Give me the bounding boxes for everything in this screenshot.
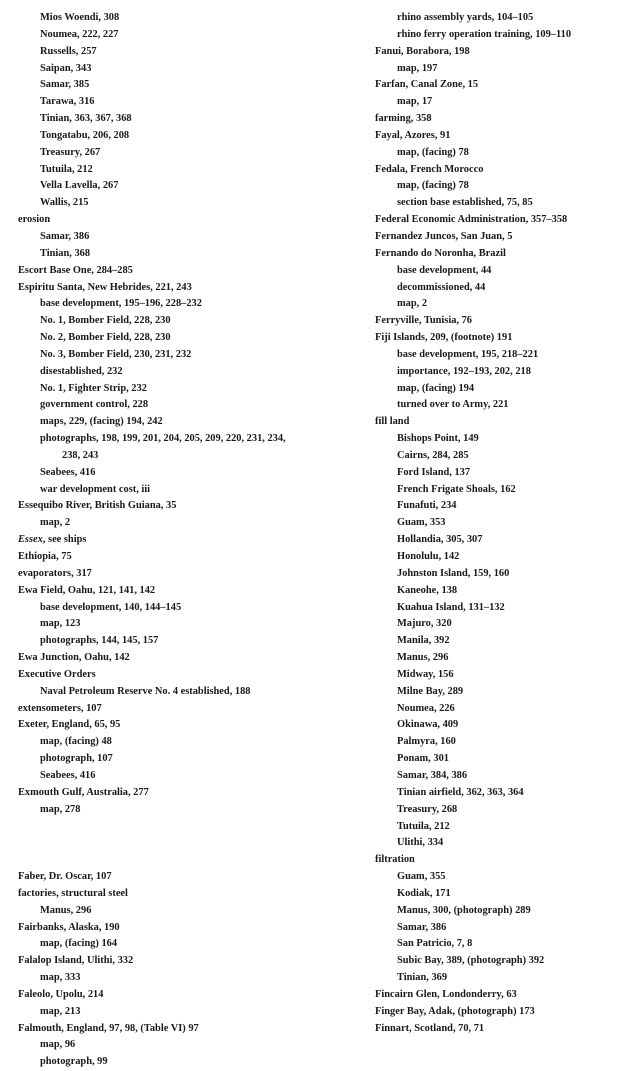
italic-ship-name: Essex	[18, 534, 43, 546]
blank-line	[18, 852, 348, 869]
index-subentry: photographs, 144, 145, 157	[40, 635, 159, 647]
index-subentry: map, 2	[40, 517, 71, 529]
index-entry: Fedala, French Morocco	[375, 163, 484, 175]
index-entry: Falmouth, England, 97, 98, (Table VI) 97	[18, 1022, 199, 1034]
index-entry: Fernandez Juncos, San Juan, 5	[375, 230, 513, 242]
index-entry: Fincairn Glen, Londonderry, 63	[375, 988, 517, 1000]
index-subentry: importance, 192–193, 202, 218	[397, 365, 531, 377]
index-subentry: No. 1, Fighter Strip, 232	[40, 382, 147, 394]
index-subentry: disestablished, 232	[40, 365, 123, 377]
index-subentry: map, 96	[40, 1039, 76, 1051]
index-subentry: map, 17	[397, 96, 433, 108]
index-subentry: San Patricio, 7, 8	[397, 938, 473, 950]
index-subentry: decommissioned, 44	[397, 281, 486, 293]
index-subentry: Mios Woendi, 308	[40, 12, 120, 23]
index-subentry: map, (facing) 164	[40, 938, 118, 950]
index-entry: extensometers, 107	[18, 702, 102, 714]
index-entry: filtration	[375, 854, 415, 866]
index-subentry: Treasury, 268	[397, 803, 458, 815]
index-subentry: Vella Lavella, 267	[40, 180, 119, 192]
index-subentry: Kuahua Island, 131–132	[397, 601, 505, 613]
index-subentry: Okinawa, 409	[397, 719, 459, 731]
index-subentry: turned over to Army, 221	[397, 399, 509, 411]
index-subentry: No. 2, Bomber Field, 228, 230	[40, 332, 171, 344]
index-subentry: Saipan, 343	[40, 62, 92, 74]
index-entry: Faleolo, Upolu, 214	[18, 988, 104, 1000]
index-entry: Executive Orders	[18, 668, 96, 680]
index-entry: Essex, see ships	[18, 534, 87, 546]
index-subentry: Tongatabu, 206, 208	[40, 129, 130, 141]
index-subentry: Honolulu, 142	[397, 551, 460, 562]
index-entry: Fiji Islands, 209, (footnote) 191	[375, 332, 513, 344]
index-subentry: Seabees, 416	[40, 466, 96, 478]
index-entry: Faber, Dr. Oscar, 107	[18, 871, 112, 883]
index-entry: Falalop Island, Ulithi, 332	[18, 955, 134, 967]
index-entry: factories, structural steel	[18, 887, 128, 899]
index-subentry: Ford Island, 137	[397, 466, 471, 478]
index-subentry: Tutuila, 212	[40, 163, 93, 175]
index-entry: Fernando do Noronha, Brazil	[375, 247, 506, 259]
index-subentry: rhino ferry operation training, 109–110	[397, 28, 572, 40]
index-subentry: Treasury, 267	[40, 146, 101, 158]
index-entry: Farfan, Canal Zone, 15	[375, 79, 479, 91]
index-entry: fill land	[375, 416, 410, 428]
index-subentry: maps, 229, (facing) 194, 242	[40, 416, 163, 428]
index-entry: Federal Economic Administration, 357–358	[375, 214, 568, 226]
index-subentry: Palmyra, 160	[397, 736, 456, 748]
index-entry: Exeter, England, 65, 95	[18, 719, 121, 731]
index-subentry: Manila, 392	[397, 635, 450, 647]
index-subentry: map, 2	[397, 298, 428, 310]
index-column-right	[375, 10, 637, 1037]
index-subentry: Manus, 296	[397, 652, 449, 664]
index-subentry: Manus, 300, (photograph) 289	[397, 904, 531, 916]
index-entry: Fairbanks, Alaska, 190	[18, 921, 120, 933]
index-subentry: map, (facing) 78	[397, 146, 469, 158]
index-entry: Ferryville, Tunisia, 76	[375, 315, 472, 327]
index-entry: farming, 358	[375, 113, 432, 125]
index-subentry: map, 123	[40, 618, 81, 630]
index-subentry: Samar, 386	[397, 921, 447, 933]
index-subentry: map, (facing) 48	[40, 736, 112, 748]
index-entry: evaporators, 317	[18, 567, 92, 579]
index-subentry: Manus, 296	[40, 904, 92, 916]
index-subentry: Milne Bay, 289	[397, 685, 464, 697]
index-subentry: map, (facing) 78	[397, 180, 469, 192]
index-subentry: Ulithi, 334	[397, 837, 444, 849]
index-subentry: Hollandia, 305, 307	[397, 534, 483, 546]
index-subentry: base development, 44	[397, 264, 492, 276]
index-subentry: Kaneohe, 138	[397, 584, 458, 596]
index-entry: Finger Bay, Adak, (photograph) 173	[375, 1005, 535, 1017]
index-subentry: Guam, 355	[397, 871, 446, 883]
index-subentry: section base established, 75, 85	[397, 197, 533, 209]
index-subentry: Tinian airfield, 362, 363, 364	[397, 786, 524, 798]
index-subentry: French Frigate Shoals, 162	[397, 483, 516, 495]
index-subentry: war development cost, iii	[40, 483, 151, 495]
index-subentry: rhino assembly yards, 104–105	[397, 12, 534, 23]
index-subentry: Tinian, 363, 367, 368	[40, 113, 132, 125]
index-subentry: 238, 243	[62, 449, 99, 461]
index-subentry: government control, 228	[40, 399, 149, 411]
index-subentry: map, 197	[397, 62, 438, 74]
index-entry: Fayal, Azores, 91	[375, 129, 451, 141]
index-entry: Escort Base One, 284–285	[18, 264, 133, 276]
index-subentry: Kodiak, 171	[397, 887, 451, 899]
index-subentry: Tinian, 369	[397, 972, 448, 984]
index-subentry: Tutuila, 212	[397, 820, 450, 832]
index-subentry: Naval Petroleum Reserve No. 4 established, 188	[40, 685, 251, 697]
index-subentry: Majuro, 320	[397, 618, 452, 630]
index-subentry: Wallis, 215	[40, 197, 89, 209]
index-entry: Essequibo River, British Guiana, 35	[18, 500, 177, 512]
index-subentry: Samar, 384, 386	[397, 769, 468, 781]
index-subentry: Noumea, 222, 227	[40, 28, 119, 40]
index-subentry: base development, 195, 218–221	[397, 348, 539, 360]
index-entry: Ewa Field, Oahu, 121, 141, 142	[18, 584, 156, 596]
index-subentry: Subic Bay, 389, (photograph) 392	[397, 955, 545, 967]
index-subentry: Guam, 353	[397, 517, 446, 529]
index-subentry: base development, 140, 144–145	[40, 601, 182, 613]
index-entry: Ethiopia, 75	[18, 551, 72, 562]
index-entry: Fanui, Borabora, 198	[375, 45, 470, 57]
index-subentry: base development, 195–196, 228–232	[40, 298, 202, 310]
index-entry: Ewa Junction, Oahu, 142	[18, 652, 130, 664]
index-subentry: Johnston Island, 159, 160	[397, 567, 510, 579]
index-subentry: Tinian, 368	[40, 247, 91, 259]
index-subentry: Samar, 386	[40, 230, 90, 242]
index-subentry: Russells, 257	[40, 45, 97, 57]
index-subentry: map, 333	[40, 972, 81, 984]
index-subentry: Midway, 156	[397, 668, 454, 680]
index-subentry: Seabees, 416	[40, 769, 96, 781]
index-entry: Exmouth Gulf, Australia, 277	[18, 786, 149, 798]
index-column-left	[18, 10, 348, 1071]
index-subentry: Cairns, 284, 285	[397, 449, 469, 461]
index-entry: Espiritu Santa, New Hebrides, 221, 243	[18, 281, 192, 293]
index-subentry: photographs, 198, 199, 201, 204, 205, 209, 220, 231, 234,	[40, 433, 286, 445]
blank-line	[18, 835, 348, 852]
index-subentry: photograph, 107	[40, 753, 113, 765]
index-subentry: Samar, 385	[40, 79, 90, 91]
blank-line	[18, 819, 348, 836]
index-subentry: Funafuti, 234	[397, 500, 457, 512]
index-entry: Finnart, Scotland, 70, 71	[375, 1022, 485, 1034]
index-subentry: Bishops Point, 149	[397, 433, 479, 445]
index-subentry: Noumea, 226	[397, 702, 455, 714]
index-subentry: Ponam, 301	[397, 753, 449, 765]
index-subentry: map, 278	[40, 803, 81, 815]
index-subentry: map, 213	[40, 1005, 81, 1017]
index-subentry: photograph, 99	[40, 1056, 108, 1068]
index-entry: erosion	[18, 214, 51, 226]
index-subentry: map, (facing) 194	[397, 382, 475, 394]
index-subentry: Tarawa, 316	[40, 96, 95, 108]
index-subentry: No. 1, Bomber Field, 228, 230	[40, 315, 171, 327]
index-subentry: No. 3, Bomber Field, 230, 231, 232	[40, 348, 192, 360]
